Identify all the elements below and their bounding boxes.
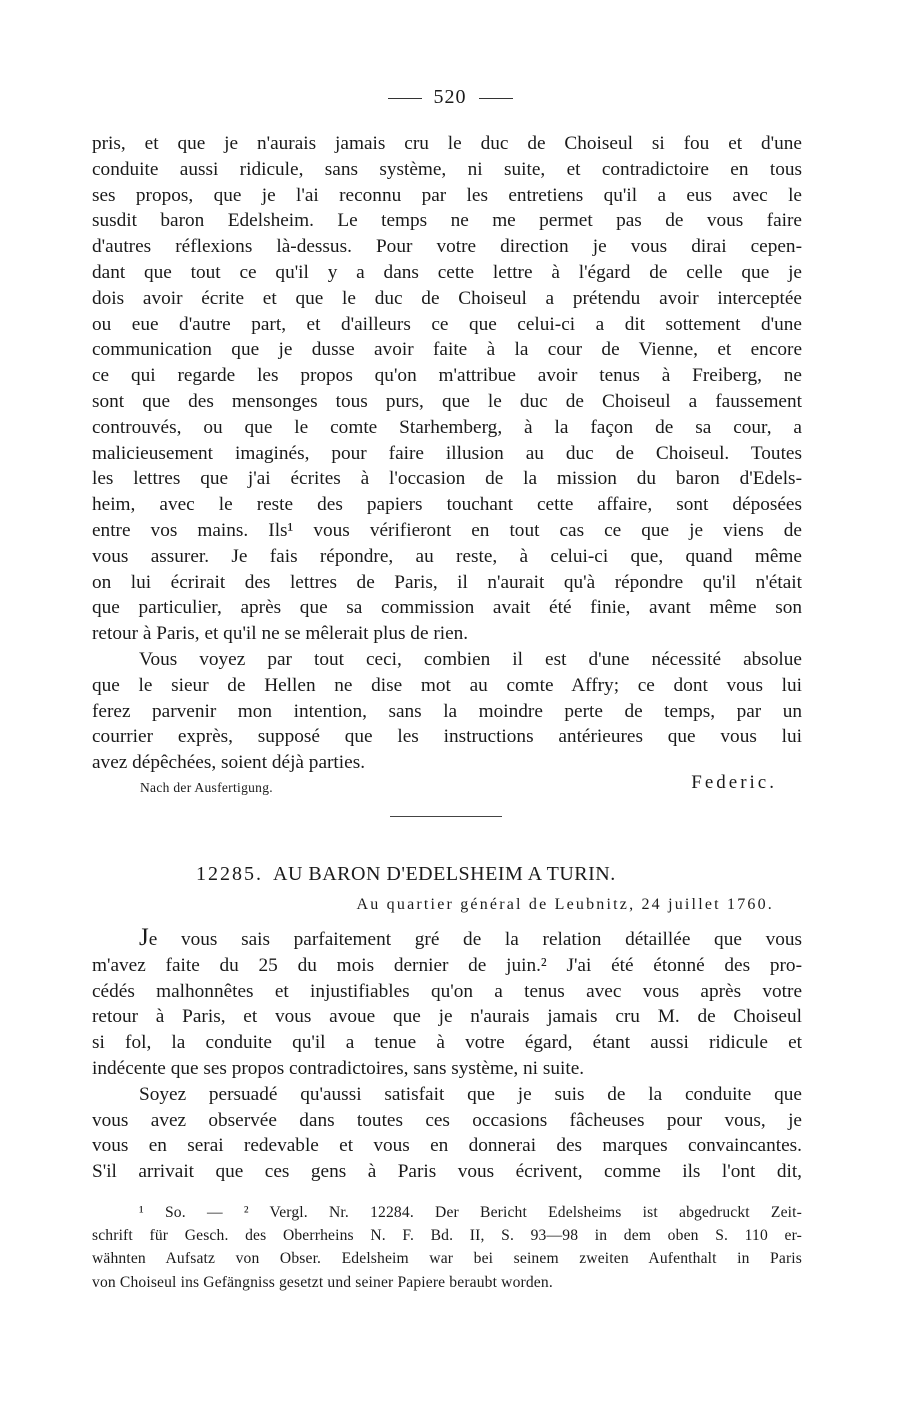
first-line-text: e vous sais parfaitement gré de la relation détaillée que vous [148,929,802,950]
text-line: Soyez persuadé qu'aussi satisfait que je suis de la conduite que [139,1083,802,1105]
letter-title: AU BARON D'EDELSHEIM A TURIN. [273,863,616,885]
text-line: conduite aussi ridicule, sans système, ni suite, et contradictoire en tous [92,158,802,180]
letter-body [92,925,802,1185]
text-line: susdit baron Edelsheim. Le temps ne me permet pas de vous faire [92,210,802,232]
text-line: heim, avec le reste des papiers touchant cette affaire, sont déposées [92,494,802,516]
initial-letter: J [139,924,149,951]
text-line: entre vos mains. Ils¹ vous vérifieront en tout cas ce que je viens de [92,519,802,541]
footnote-line: ¹ So. — ² Vergl. Nr. 12284. Der Bericht Edelsheims ist abgedruckt Zeit- [139,1204,802,1221]
text-line: ou eue d'autre part, et d'ailleurs ce que celui-ci a dit sottement d'une [92,313,802,335]
text-line: retour à Paris, et qu'il ne se mêlerait plus de rien. [92,623,469,645]
text-line: ce qui regarde les propos qu'on m'attribue avoir tenus à Freiberg, ne [92,365,802,387]
text-line: que le sieur de Hellen ne dise mot au comte Affry; ce dont vous lui [92,674,802,696]
page-header [0,86,900,109]
dateline: Au quartier général de Leubnitz, 24 juillet 1760. [356,896,774,913]
letter-heading [196,863,616,886]
text-line: dant que tout ce qu'il y a dans cette lettre à l'égard de celle que je [92,261,802,283]
text-line: vous en serai redevable et vous en donnerai des marques convaincantes. [92,1135,802,1157]
text-line [92,925,802,953]
text-line: ferez parvenir mon intention, sans la moindre perte de temps, par un [92,700,802,722]
text-line: courrier exprès, supposé que les instructions antérieures que vous lui [92,726,802,748]
footnote-line: von Choiseul ins Gefängniss gesetzt und seiner Papiere beraubt worden. [92,1273,553,1291]
paragraph [92,131,802,647]
text-line: avez dépêchées, soient déjà parties. [92,752,366,774]
paragraph [92,925,802,1082]
text-line: dois avoir écrite et que le duc de Choiseul a prétendu avoir interceptée [92,287,802,309]
letter-number: 12285. [196,863,263,885]
text-line: vous assurer. Je fais répondre, au reste, à celui-ci que, quand même [92,545,802,567]
text-line: d'autres réflexions là-dessus. Pour votre direction je vous dirai cepen- [92,236,802,258]
text-line: m'avez faite du 25 du mois dernier de juin.² J'ai été étonné des pro- [92,954,802,976]
text-line: vous avez observée dans toutes ces occasions fâcheuses pour vous, je [92,1109,802,1131]
paragraph [92,647,802,776]
text-line: malicieusement imaginés, pour faire illusion au duc de Choiseul. Toutes [92,442,802,464]
header-rule-left [388,98,422,99]
text-line: Vous voyez par tout ceci, combien il est d'une nécessité absolue [139,648,802,670]
text-line: pris, et que je n'aurais jamais cru le duc de Choiseul si fou et d'une [92,133,802,154]
text-line: que particulier, après que sa commission avait été finie, avant même son [92,597,802,619]
header-rule-right [479,98,513,99]
text-line: cédés malhonnêtes et injustifiables qu'on a tenus avec vous après votre [92,980,802,1002]
page-number: 520 [433,86,467,108]
paragraph [92,1082,802,1185]
text-line: les lettres que j'ai écrites à l'occasion de la mission du baron d'Edels- [92,468,802,490]
text-line: on lui écrirait des lettres de Paris, il n'aurait qu'à répondre qu'il n'était [92,571,802,593]
footnotes [92,1201,802,1294]
text-line: indécente que ses propos contradictoires, sans système, ni suite. [92,1057,585,1079]
text-line: sont que des mensonges tous purs, que le duc de Choiseul a faussement [92,390,802,412]
text-line: controuvés, ou que le comte Starhemberg, à la façon de sa cour, a [92,416,802,438]
text-line: si fol, la conduite qu'il a tenue à votre égard, étant aussi ridicule et [92,1032,802,1054]
letter-continuation [92,131,802,776]
text-line: S'il arrivait que ces gens à Paris vous écrivent, comme ils l'ont dit, [92,1161,802,1183]
text-line: communication que je dusse avoir faite à la cour de Vienne, et encore [92,339,802,361]
footnote-line: wähnten Aufsatz von Obser. Edelsheim war bei seinem zweiten Aufenthalt in Paris [92,1250,802,1268]
text-line: ses propos, que je l'ai reconnu par les entretiens qu'il a eus avec le [92,184,802,206]
section-separator [390,816,502,817]
footnote-line: schrift für Gesch. des Oberrheins N. F. Bd. II, S. 93—98 in dem oben S. 110 er- [92,1227,802,1245]
signature: Federic. [691,772,777,793]
source-note: Nach der Ausfertigung. [140,780,273,795]
text-line: retour à Paris, et vous avoue que je n'aurais jamais cru M. de Choiseul [92,1006,802,1028]
closing-row [140,772,777,798]
